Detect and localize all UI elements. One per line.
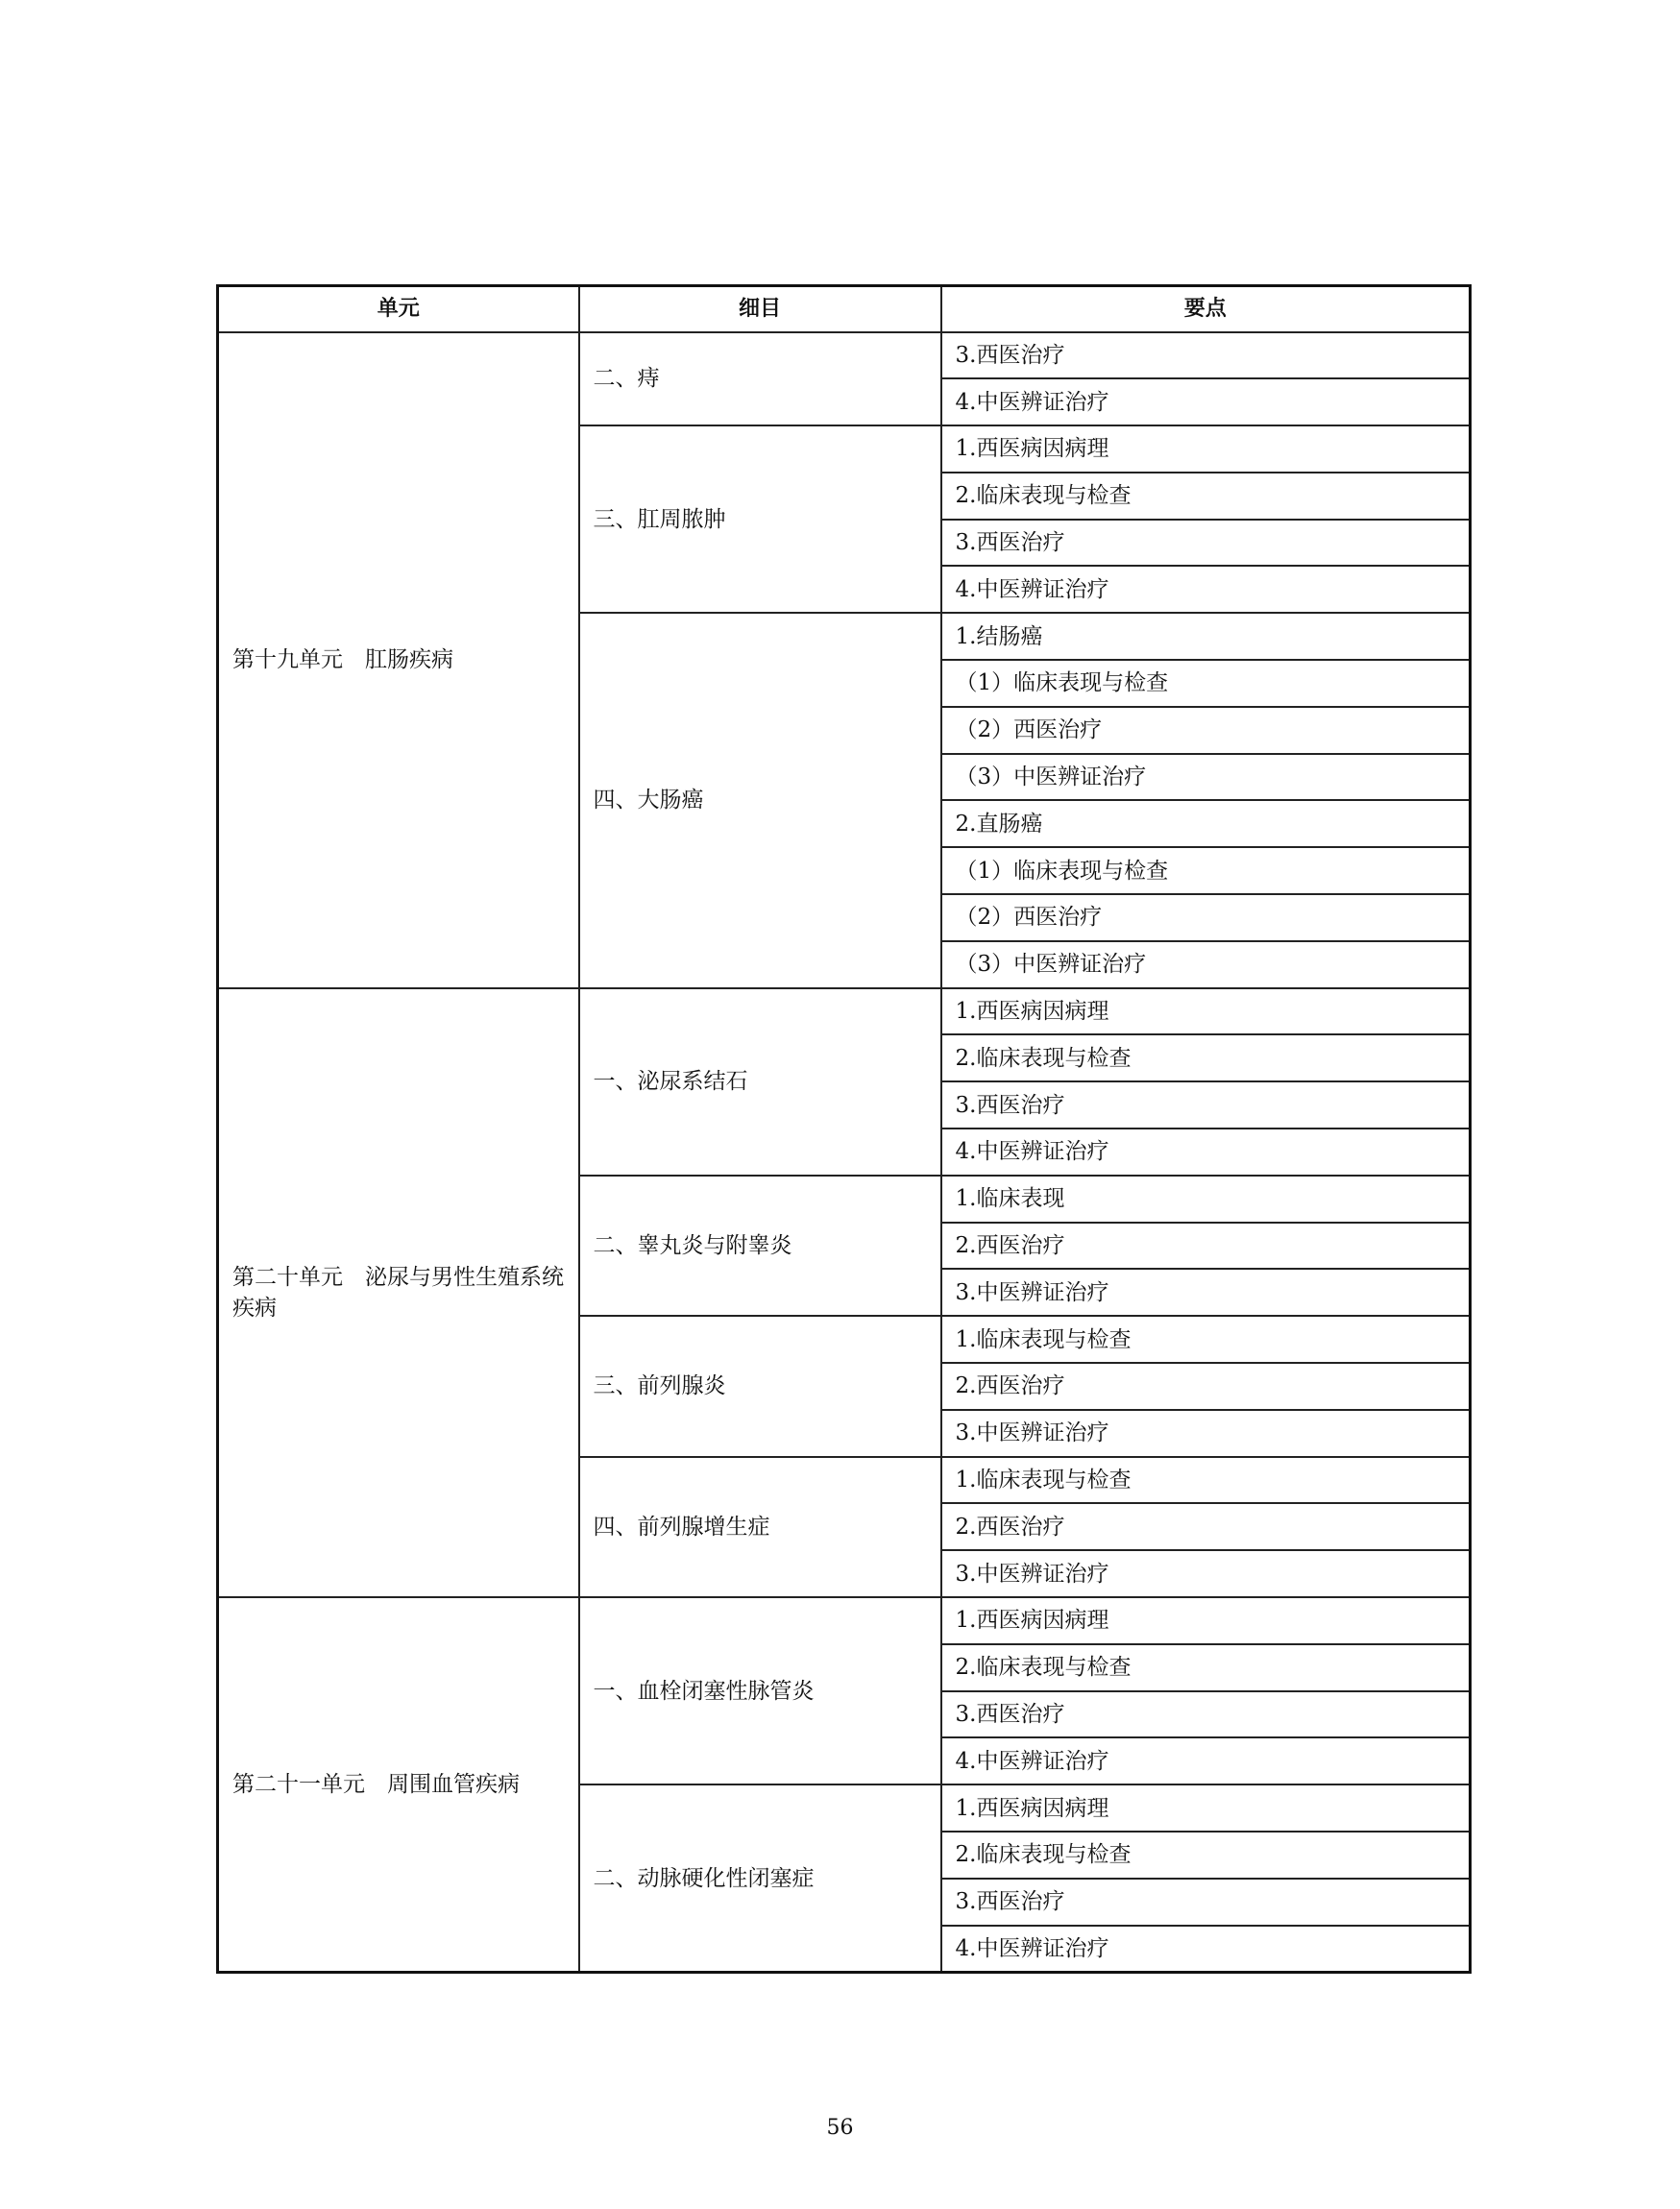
table-body [218,332,1471,1973]
point-cell: 2.西医治疗 [941,1503,1471,1550]
point-cell: 3.中医辨证治疗 [941,1269,1471,1316]
unit-cell: 第十九单元 肛肠疾病 [218,332,579,988]
point-cell: 4.中医辨证治疗 [941,1737,1471,1784]
point-cell: 1.临床表现与检查 [941,1316,1471,1363]
section-cell: 二、痔 [579,332,941,426]
point-cell: 1.西医病因病理 [941,988,1471,1035]
section-cell: 一、血栓闭塞性脉管炎 [579,1597,941,1784]
point-cell: 3.西医治疗 [941,1691,1471,1738]
point-cell: 4.中医辨证治疗 [941,378,1471,425]
point-cell: 2.临床表现与检查 [941,473,1471,520]
section-cell: 二、动脉硬化性闭塞症 [579,1784,941,1972]
section-cell: 四、大肠癌 [579,613,941,987]
point-cell: 3.西医治疗 [941,1081,1471,1129]
point-cell: （3）中医辨证治疗 [941,754,1471,801]
point-cell: 2.直肠癌 [941,800,1471,847]
header-unit: 单元 [218,286,579,332]
table-row [218,988,1471,1035]
point-cell: 1.结肠癌 [941,613,1471,660]
point-cell: 3.中医辨证治疗 [941,1410,1471,1457]
point-cell: （1）临床表现与检查 [941,847,1471,894]
point-cell: 2.西医治疗 [941,1223,1471,1270]
point-cell: 3.中医辨证治疗 [941,1550,1471,1597]
point-cell: 1.西医病因病理 [941,1597,1471,1644]
unit-cell: 第二十一单元 周围血管疾病 [218,1597,579,1972]
point-cell: 4.中医辨证治疗 [941,1926,1471,1973]
unit-cell: 第二十单元 泌尿与男性生殖系统疾病 [218,988,579,1597]
point-cell: 3.西医治疗 [941,332,1471,379]
point-cell: 2.临床表现与检查 [941,1644,1471,1691]
point-cell: 4.中医辨证治疗 [941,1129,1471,1176]
point-cell: 2.临床表现与检查 [941,1832,1471,1879]
header-item: 细目 [579,286,941,332]
header-points: 要点 [941,286,1471,332]
section-cell: 一、泌尿系结石 [579,988,941,1176]
point-cell: （2）西医治疗 [941,894,1471,941]
point-cell: 4.中医辨证治疗 [941,566,1471,613]
point-cell: 2.西医治疗 [941,1363,1471,1410]
point-cell: （1）临床表现与检查 [941,660,1471,707]
section-cell: 二、睾丸炎与附睾炎 [579,1176,941,1316]
table-row [218,1597,1471,1644]
point-cell: 3.西医治疗 [941,1879,1471,1926]
point-cell: 2.临床表现与检查 [941,1034,1471,1081]
point-cell: 1.西医病因病理 [941,425,1471,473]
point-cell: 3.西医治疗 [941,520,1471,567]
section-cell: 四、前列腺增生症 [579,1457,941,1597]
point-cell: 1.西医病因病理 [941,1784,1471,1832]
point-cell: （3）中医辨证治疗 [941,941,1471,988]
page-number: 56 [826,2116,854,2140]
table-row [218,332,1471,379]
point-cell: （2）西医治疗 [941,707,1471,754]
syllabus-table [216,284,1472,1974]
header-row [218,286,1471,332]
section-cell: 三、前列腺炎 [579,1316,941,1456]
section-cell: 三、肛周脓肿 [579,425,941,613]
point-cell: 1.临床表现 [941,1176,1471,1223]
point-cell: 1.临床表现与检查 [941,1457,1471,1504]
